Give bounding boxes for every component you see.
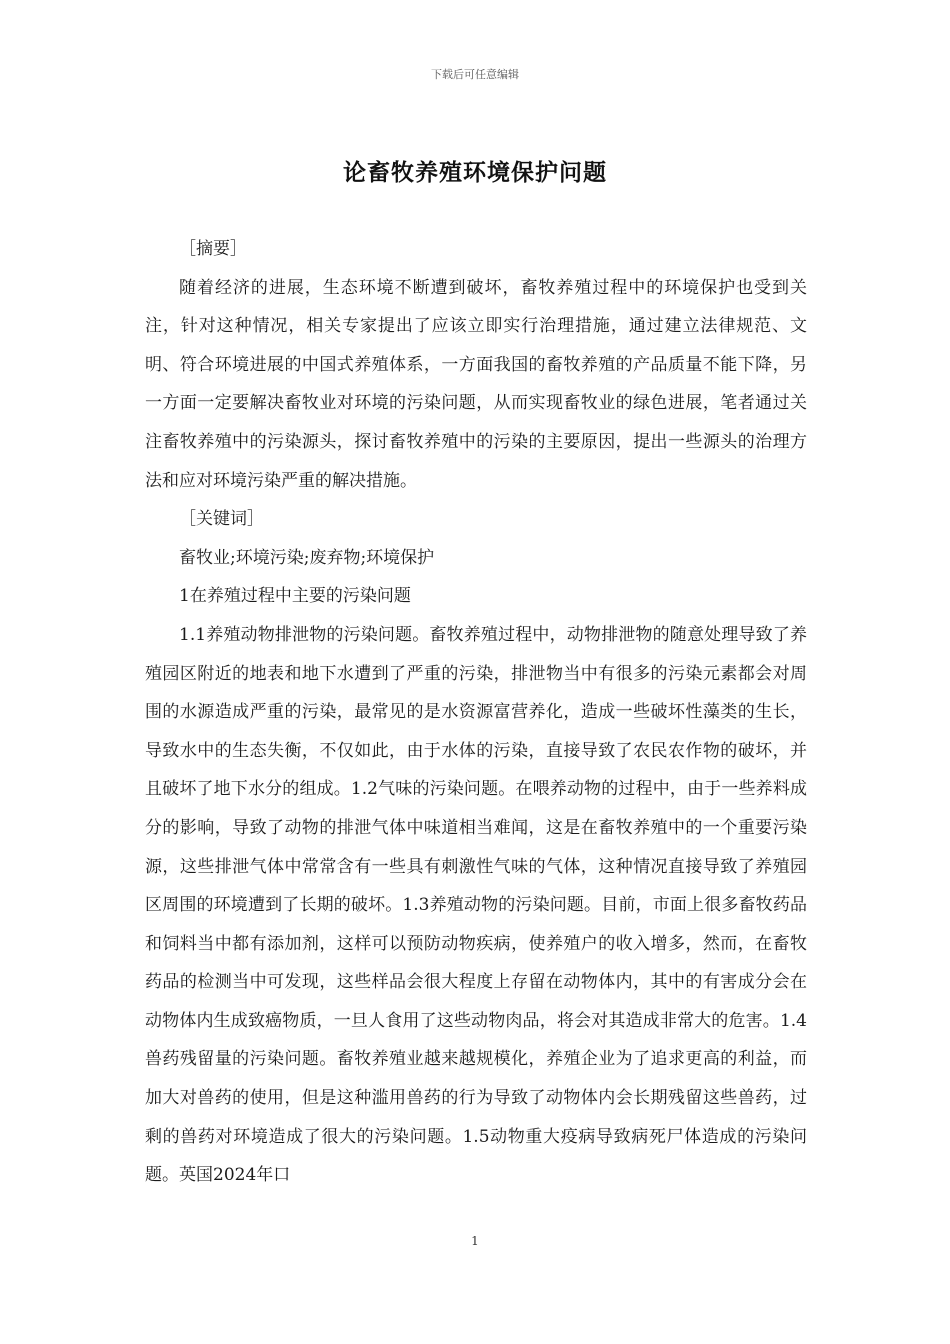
document-title: 论畜牧养殖环境保护问题 [343,159,607,186]
abstract-heading: ［摘要］ [179,239,247,259]
section-paragraph: 1.1养殖动物排泄物的污染问题。畜牧养殖过程中，动物排泄物的随意处理导致了养殖园区附近的地表和地下水遭到了严重的污染，排泄物当中有很多的污染元素都会对周围的水源造成严重的污染，最常见的是水资源富营养化，造成一些破坏性藻类的生长，导致水中的生态失衡，不仅如此，由于水体的污染，直接导致了农民农作物的破坏，并且破坏了地下水分的组成。1.2气味的污染问题。在喂养动物的过程中，由于一些养料成分的影响，导致了动物的排泄气体中味道相当难闻，这是在畜牧养殖中的一个重要污染源，这些排泄气体中常常含有一些具有刺激性气味的气体，这种情况直接导致了养殖园区周围的环境遭到了长期的破坏。1.3养殖动物的污染问题。目前，市面上很多畜牧药品和饲料当中都有添加剂，这样可以预防动物疾病，使养殖户的收入增多，然而，在畜牧药品的检测当中可发现，这些样品会很大程度上存留在动物体内，其中的有害成分会在动物体内生成致癌物质，一旦人食用了这些动物肉品，将会对其造成非常大的危害。1.4兽药残留量的污染问题。畜牧养殖业越来越规模化，养殖企业为了追求更高的利益，而加大对兽药的使用，但是这种滥用兽药的行为导致了动物体内会长期残留这些兽药，过剩的兽药对环境造成了很大的污染问题。1.5动物重大疫病导致病死尸体造成的污染问题。英国2024年口 [145,624,807,1186]
abstract-paragraph: 随着经济的进展，生态环境不断遭到破坏，畜牧养殖过程中的环境保护也受到关注，针对这种情况，相关专家提出了应该立即实行治理措施，通过建立法律规范、文明、符合环境进展的中国式养殖体系，一方面我国的畜牧养殖的产品质量不能下降，另一方面一定要解决畜牧业对环境的污染问题，从而实现畜牧业的绿色进展，笔者通过关注畜牧养殖中的污染源头，探讨畜牧养殖中的污染的主要原因，提出一些源头的治理方法和应对环境污染严重的解决措施。 [145,277,807,491]
keywords-heading: ［关键词］ [179,509,264,530]
document-body [145,230,807,1195]
section-heading: 1在养殖过程中主要的污染问题 [179,586,411,607]
page-number: 1 [471,1234,479,1248]
keywords-paragraph: 畜牧业;环境污染;废弃物;环境保护 [179,547,435,568]
header-note: 下载后可任意编辑 [431,68,519,81]
